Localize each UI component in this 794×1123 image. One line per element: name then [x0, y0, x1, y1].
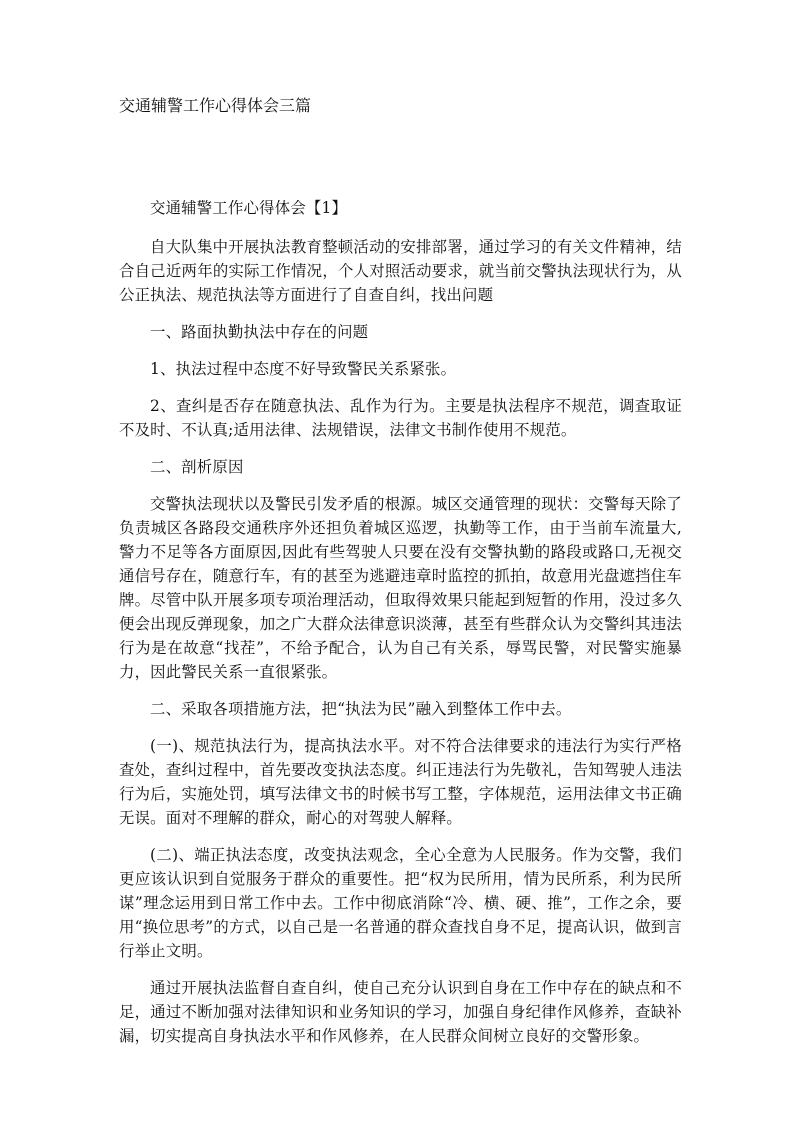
paragraph-measure-2: (二)、端正执法态度，改变执法观念，全心全意为人民服务。作为交警，我们更应该认识到自觉服务于群众的重要性。把“权为民所用，情为民所系，利为民所谋”理念运用到日常工作中去。工作中彻底消除“冷、横、硬、推”，工作之余，要用“换位思考”的方式，以自己是一名普通的群众查找自身不足，提高认识，做到言行举止文明。 [119, 846, 682, 960]
heading-causes: 二、剖析原因 [150, 458, 244, 476]
paragraph-measure-1: (一)、规范执法行为，提高执法水平。对不符合法律要求的违法行为实行严格查处，查纠过程中，首先要改变执法态度。纠正违法行为先敬礼，告知驾驶人违法行为后，实施处罚，填写法律文书的时候书写工整，字体规范，运用法律文书正确无误。面对不理解的群众，耐心的对驾驶人解释。 [119, 737, 682, 827]
section-title: 交通辅警工作心得体会【1】 [150, 199, 348, 217]
paragraph-item-2: 2、查纠是否存在随意执法、乱作为行为。主要是执法程序不规范，调查取证不及时、不认真;适用法律、法规错误，法律文书制作使用不规范。 [119, 397, 682, 439]
paragraph-causes: 交警执法现状以及警民引发矛盾的根源。城区交通管理的现状：交警每天除了负责城区各路段交通秩序外还担负着城区巡逻，执勤等工作，由于当前车流量大,警力不足等各方面原因,因此有些驾驶人只要在没有交警执勤的路段或路口,无视交通信号存在，随意行车，有的甚至为逃避违章时监控的抓拍，故意用光盘遮挡住车牌。尽管中队开展多项专项治理活动，但取得效果只能起到短暂的作用，没过多久便会出现反弹现象，加之广大群众法律意识淡薄，甚至有些群众认为交警纠其违法行为是在故意“找茬”，不给予配合，认为自己有关系，辱骂民警，对民警实施暴力，因此警民关系一直很紧张。 [119, 495, 682, 681]
heading-problems: 一、路面执勤执法中存在的问题 [150, 323, 369, 341]
document-body [119, 196, 682, 1061]
heading-measures: 二、采取各项措施方法，把“执法为民”融入到整体工作中去。 [150, 700, 572, 718]
paragraph-conclusion: 通过开展执法监督自查自纠，使自己充分认识到自身在工作中存在的缺点和不足，通过不断加强对法律知识和业务知识的学习，加强自身纪律作风修养，查缺补漏，切实提高自身执法水平和作风修养，在人民群众间树立良好的交警形象。 [119, 979, 682, 1045]
paragraph-intro: 自大队集中开展执法教育整顿活动的安排部署，通过学习的有关文件精神，结合自己近两年的实际工作情况，个人对照活动要求，就当前交警执法现状行为，从公正执法、规范执法等方面进行了自查自纠，找出问题 [119, 238, 682, 304]
paragraph-item-1: 1、执法过程中态度不好导致警民关系紧张。 [150, 360, 457, 378]
document-title: 交通辅警工作心得体会三篇 [119, 96, 312, 115]
